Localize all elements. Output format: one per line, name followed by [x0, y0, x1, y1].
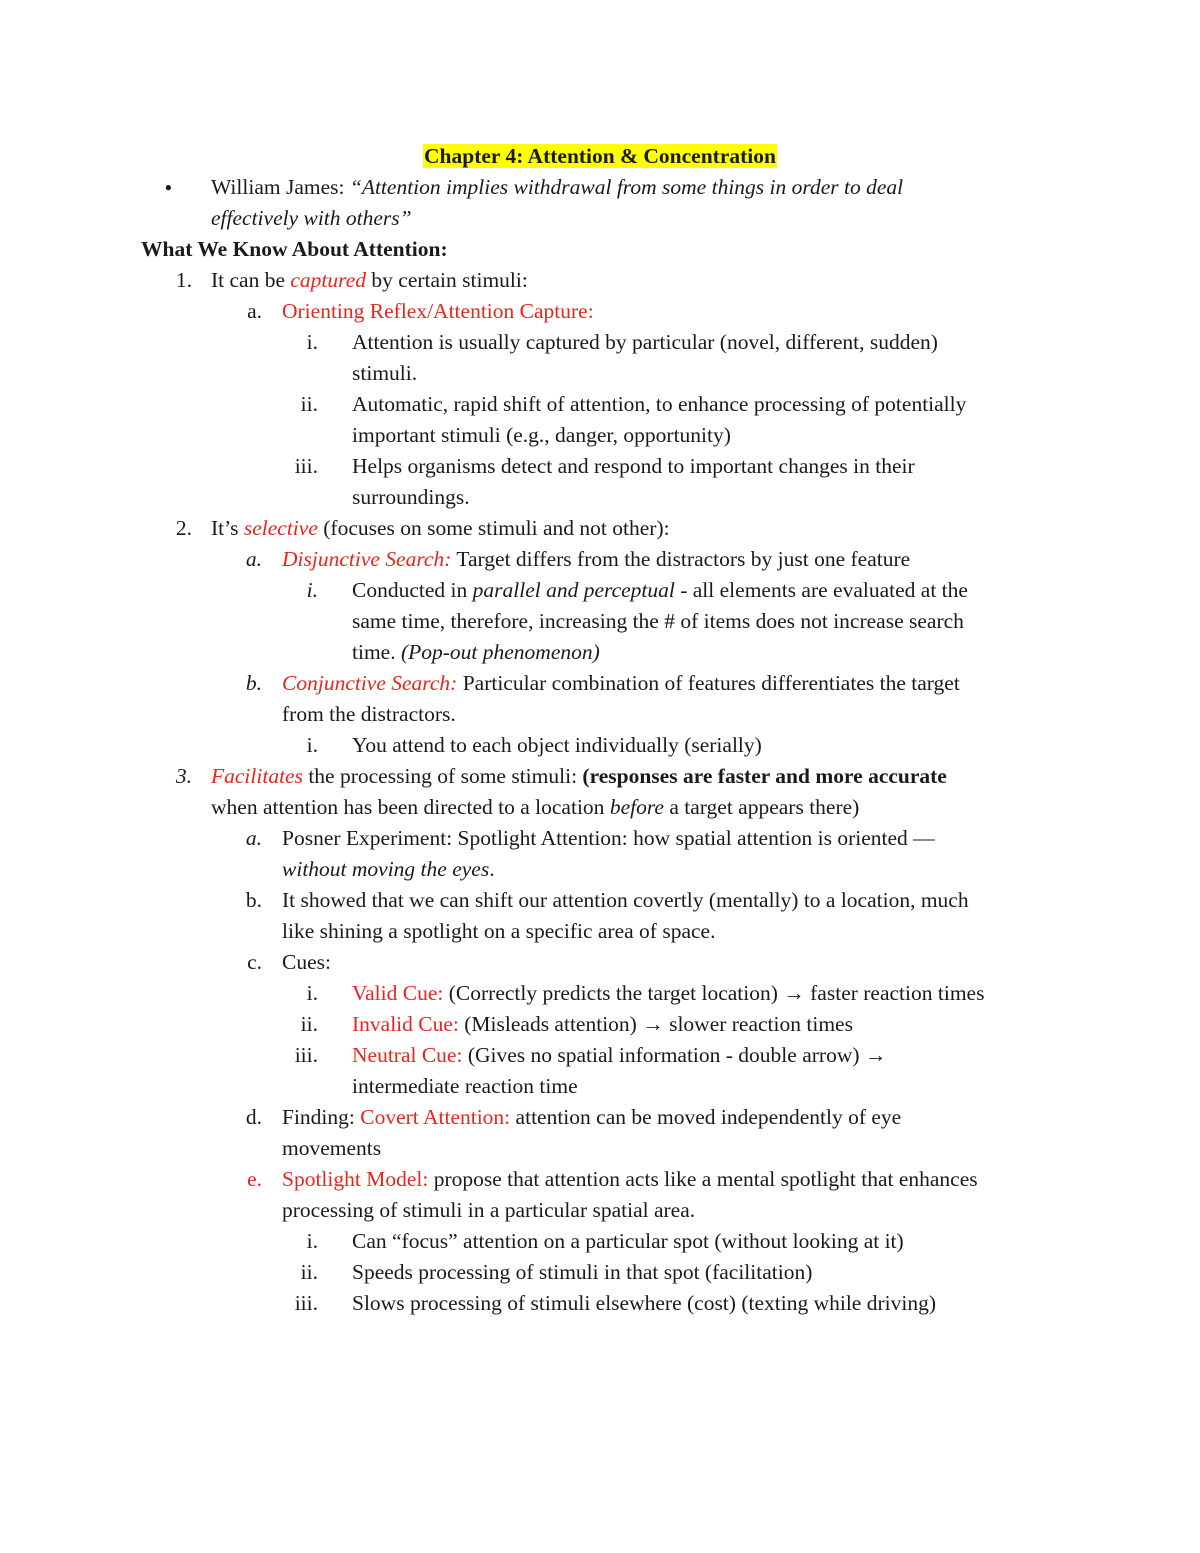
list-item-line: without moving the eyes.: [282, 857, 495, 881]
list-marker: iii.: [294, 1291, 318, 1315]
quote-line-1: William James: “Attention implies withdrawal from some things in order to deal: [211, 175, 904, 199]
list-item-valid-cue: Valid Cue: (Correctly predicts the target location) → faster reaction times: [352, 981, 985, 1005]
list-marker: c.: [247, 950, 262, 974]
list-item-line: It showed that we can shift our attention covertly (mentally) to a location, much: [282, 888, 969, 912]
list-marker: 1.: [175, 268, 192, 292]
list-marker: a.: [245, 547, 262, 571]
list-item-disjunctive-search: Disjunctive Search: Target differs from the distractors by just one feature: [282, 547, 911, 571]
list-item-line: movements: [282, 1136, 382, 1160]
list-item-line: processing of stimuli in a particular spatial area.: [282, 1198, 696, 1222]
list-item-line: Automatic, rapid shift of attention, to enhance processing of potentially: [352, 392, 967, 416]
list-marker: b.: [245, 888, 262, 912]
list-marker: i.: [306, 578, 318, 602]
list-item-spotlight-model: Spotlight Model: propose that attention acts like a mental spotlight that enhances: [282, 1167, 978, 1191]
list-item-line: stimuli.: [352, 361, 418, 385]
list-item-line: from the distractors.: [282, 702, 456, 726]
list-marker: a.: [247, 299, 262, 323]
list-marker: 2.: [175, 516, 192, 540]
list-item-line: surroundings.: [352, 485, 470, 509]
list-item-invalid-cue: Invalid Cue: (Misleads attention) → slower reaction times: [352, 1012, 853, 1036]
list-item-line: Attention is usually captured by particular (novel, different, sudden): [352, 330, 938, 354]
list-item-cues: Cues:: [282, 950, 331, 974]
list-marker: d.: [245, 1105, 262, 1129]
list-marker: e.: [247, 1167, 262, 1191]
list-marker: iii.: [294, 1043, 318, 1067]
section-heading: What We Know About Attention:: [141, 237, 448, 261]
list-item-line: when attention has been directed to a location before a target appears there): [211, 795, 860, 819]
bullet-icon: ●: [164, 180, 172, 194]
list-item-line: Helps organisms detect and respond to important changes in their: [352, 454, 915, 478]
list-item-line: important stimuli (e.g., danger, opportunity): [352, 423, 731, 447]
list-marker: i.: [306, 733, 318, 757]
list-marker: 3.: [175, 764, 192, 788]
list-item-facilitates: Facilitates the processing of some stimuli: (responses are faster and more accurate: [211, 764, 947, 788]
list-item-line: intermediate reaction time: [352, 1074, 578, 1098]
chapter-title: Chapter 4: Attention & Concentration: [424, 144, 776, 168]
list-marker: ii.: [300, 1012, 318, 1036]
list-item-line: Speeds processing of stimuli in that spot (facilitation): [352, 1260, 813, 1284]
quote-line-2: effectively with others”: [211, 206, 412, 230]
list-item-line: like shining a spotlight on a specific area of space.: [282, 919, 716, 943]
list-marker: i.: [306, 981, 318, 1005]
list-marker: ii.: [300, 1260, 318, 1284]
list-item-line: Conducted in parallel and perceptual - all elements are evaluated at the: [352, 578, 968, 602]
list-marker: ii.: [300, 392, 318, 416]
list-item-covert-attention: Finding: Covert Attention: attention can be moved independently of eye: [282, 1105, 902, 1129]
list-item-line: Can “focus” attention on a particular spot (without looking at it): [352, 1229, 904, 1253]
list-item-orienting-reflex: Orienting Reflex/Attention Capture:: [282, 299, 594, 323]
list-marker: a.: [245, 826, 262, 850]
list-item-posner: Posner Experiment: Spotlight Attention: how spatial attention is oriented —: [282, 826, 935, 850]
list-marker: i.: [306, 1229, 318, 1253]
list-marker: b.: [245, 671, 262, 695]
list-item-captured: It can be captured by certain stimuli:: [211, 268, 528, 292]
list-item-line: time. (Pop-out phenomenon): [352, 640, 600, 664]
list-item-line: You attend to each object individually (serially): [352, 733, 762, 757]
list-item-neutral-cue: Neutral Cue: (Gives no spatial information - double arrow) →: [352, 1043, 887, 1067]
list-item-line: same time, therefore, increasing the # of items does not increase search: [352, 609, 964, 633]
list-marker: iii.: [294, 454, 318, 478]
list-item-selective: It’s selective (focuses on some stimuli and not other):: [211, 516, 670, 540]
list-marker: i.: [306, 330, 318, 354]
list-item-conjunctive-search: Conjunctive Search: Particular combination of features differentiates the target: [282, 671, 960, 695]
list-item-line: Slows processing of stimuli elsewhere (cost) (texting while driving): [352, 1291, 936, 1315]
